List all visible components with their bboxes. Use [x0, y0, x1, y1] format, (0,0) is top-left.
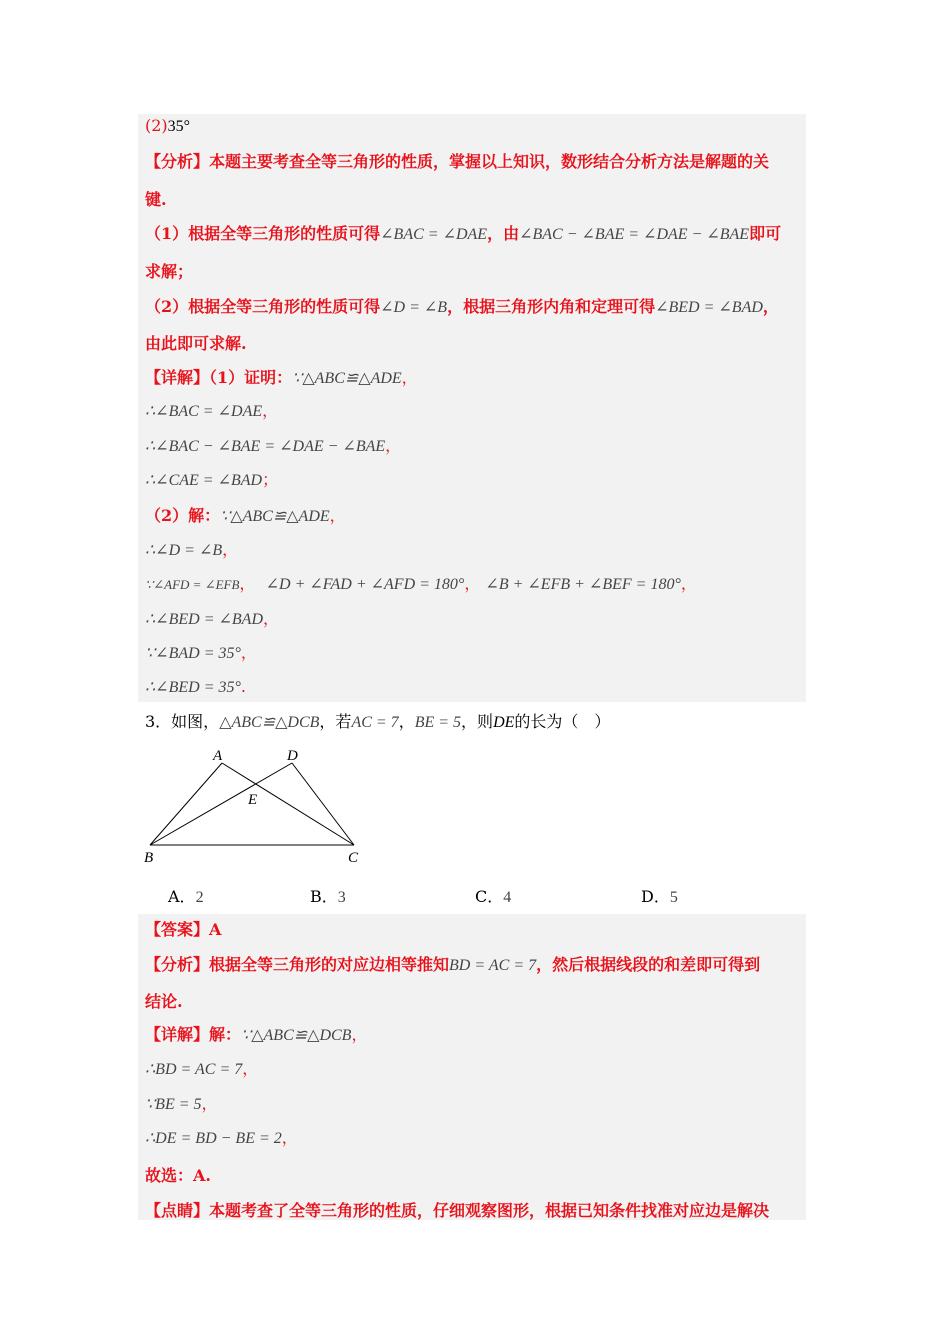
hint1-line2: 求解；: [145, 262, 194, 281]
analysis-tag: 【分析】: [145, 152, 210, 171]
proof-step: ∴∠CAE = ∠BAD；: [145, 470, 279, 489]
proof-step: ∵∠BAD = 35°，: [145, 643, 257, 662]
hint1-line: （1）根据全等三角形的性质可得∠BAC = ∠DAE，由∠BAC − ∠BAE = ∠DAE − ∠BAE即可: [145, 224, 782, 243]
segment-cd: [292, 763, 354, 845]
point-label-d: D: [287, 748, 298, 764]
analysis-text: 本题主要考查全等三角形的性质，掌握以上知识，数形结合分析方法是解题的关: [209, 152, 770, 171]
question-3: 3．如图，△ABC≌△DCB，若AC = 7，BE = 5，则DE的长为（ ）: [145, 712, 611, 731]
part2-label: (2): [145, 116, 168, 135]
segment-ca: [222, 763, 354, 845]
proof-step: ∴∠BAC = ∠DAE，: [145, 401, 279, 420]
comment-line: 【点睛】本题考查了全等三角形的性质，仔细观察图形，根据已知条件找准对应边是解决: [145, 1201, 770, 1220]
option-d[interactable]: D．5: [641, 887, 678, 906]
option-c[interactable]: C．4: [475, 887, 512, 906]
answer-line: 【答案】A: [145, 920, 222, 939]
proof-step: ∴∠BAC − ∠BAE = ∠DAE − ∠BAE，: [145, 436, 402, 455]
choice-line: 故选：A.: [145, 1166, 211, 1185]
point-label-b: B: [144, 850, 154, 866]
part2-answer-line: [145, 116, 190, 137]
point-label-a: A: [213, 748, 223, 764]
analysis1-line: [145, 152, 769, 172]
solution-step: ∵BE = 5，: [145, 1094, 218, 1113]
point-label-c: C: [348, 850, 359, 866]
detail1-line: 【详解】（1）证明：∵△ABC≌△ADE，: [145, 368, 418, 387]
analysis3-line2: 结论.: [145, 992, 183, 1011]
solution-step: ∴BD = AC = 7，: [145, 1059, 259, 1078]
angle-sum-line: ∵∠AFD = ∠EFB， ∠D + ∠FAD + ∠AFD = 180°， ∠B + ∠EFB + ∠BEF = 180°，: [145, 574, 697, 593]
solution-step: ∴DE = BD − BE = 2，: [145, 1128, 298, 1147]
proof-step: ∴∠D = ∠B，: [145, 540, 239, 559]
detail3-line: 【详解】解：∵△ABC≌△DCB，: [145, 1025, 368, 1044]
hint2-line2: 由此即可求解.: [145, 334, 247, 353]
option-b[interactable]: B．3: [310, 887, 346, 906]
segment-bd: [150, 763, 292, 845]
proof-step: ∴∠BED = ∠BAD，: [145, 609, 280, 628]
part2-answer: 35°: [167, 118, 191, 135]
proof-step: ∴∠BED = 35°.: [145, 677, 246, 696]
point-label-e: E: [248, 792, 258, 808]
hint2-line: （2）根据全等三角形的性质可得∠D = ∠B，根据三角形内角和定理可得∠BED = ∠BAD，: [145, 297, 779, 316]
segment-ba: [150, 763, 222, 845]
part2-line: （2）解：∵△ABC≌△ADE，: [145, 506, 346, 525]
analysis1-line2: 键.: [145, 190, 167, 209]
triangle-figure: [140, 744, 380, 872]
option-a[interactable]: A．2: [168, 887, 204, 906]
analysis3-line: 【分析】根据全等三角形的对应边相等推知BD = AC = 7，然后根据线段的和差即可得到: [145, 955, 761, 974]
